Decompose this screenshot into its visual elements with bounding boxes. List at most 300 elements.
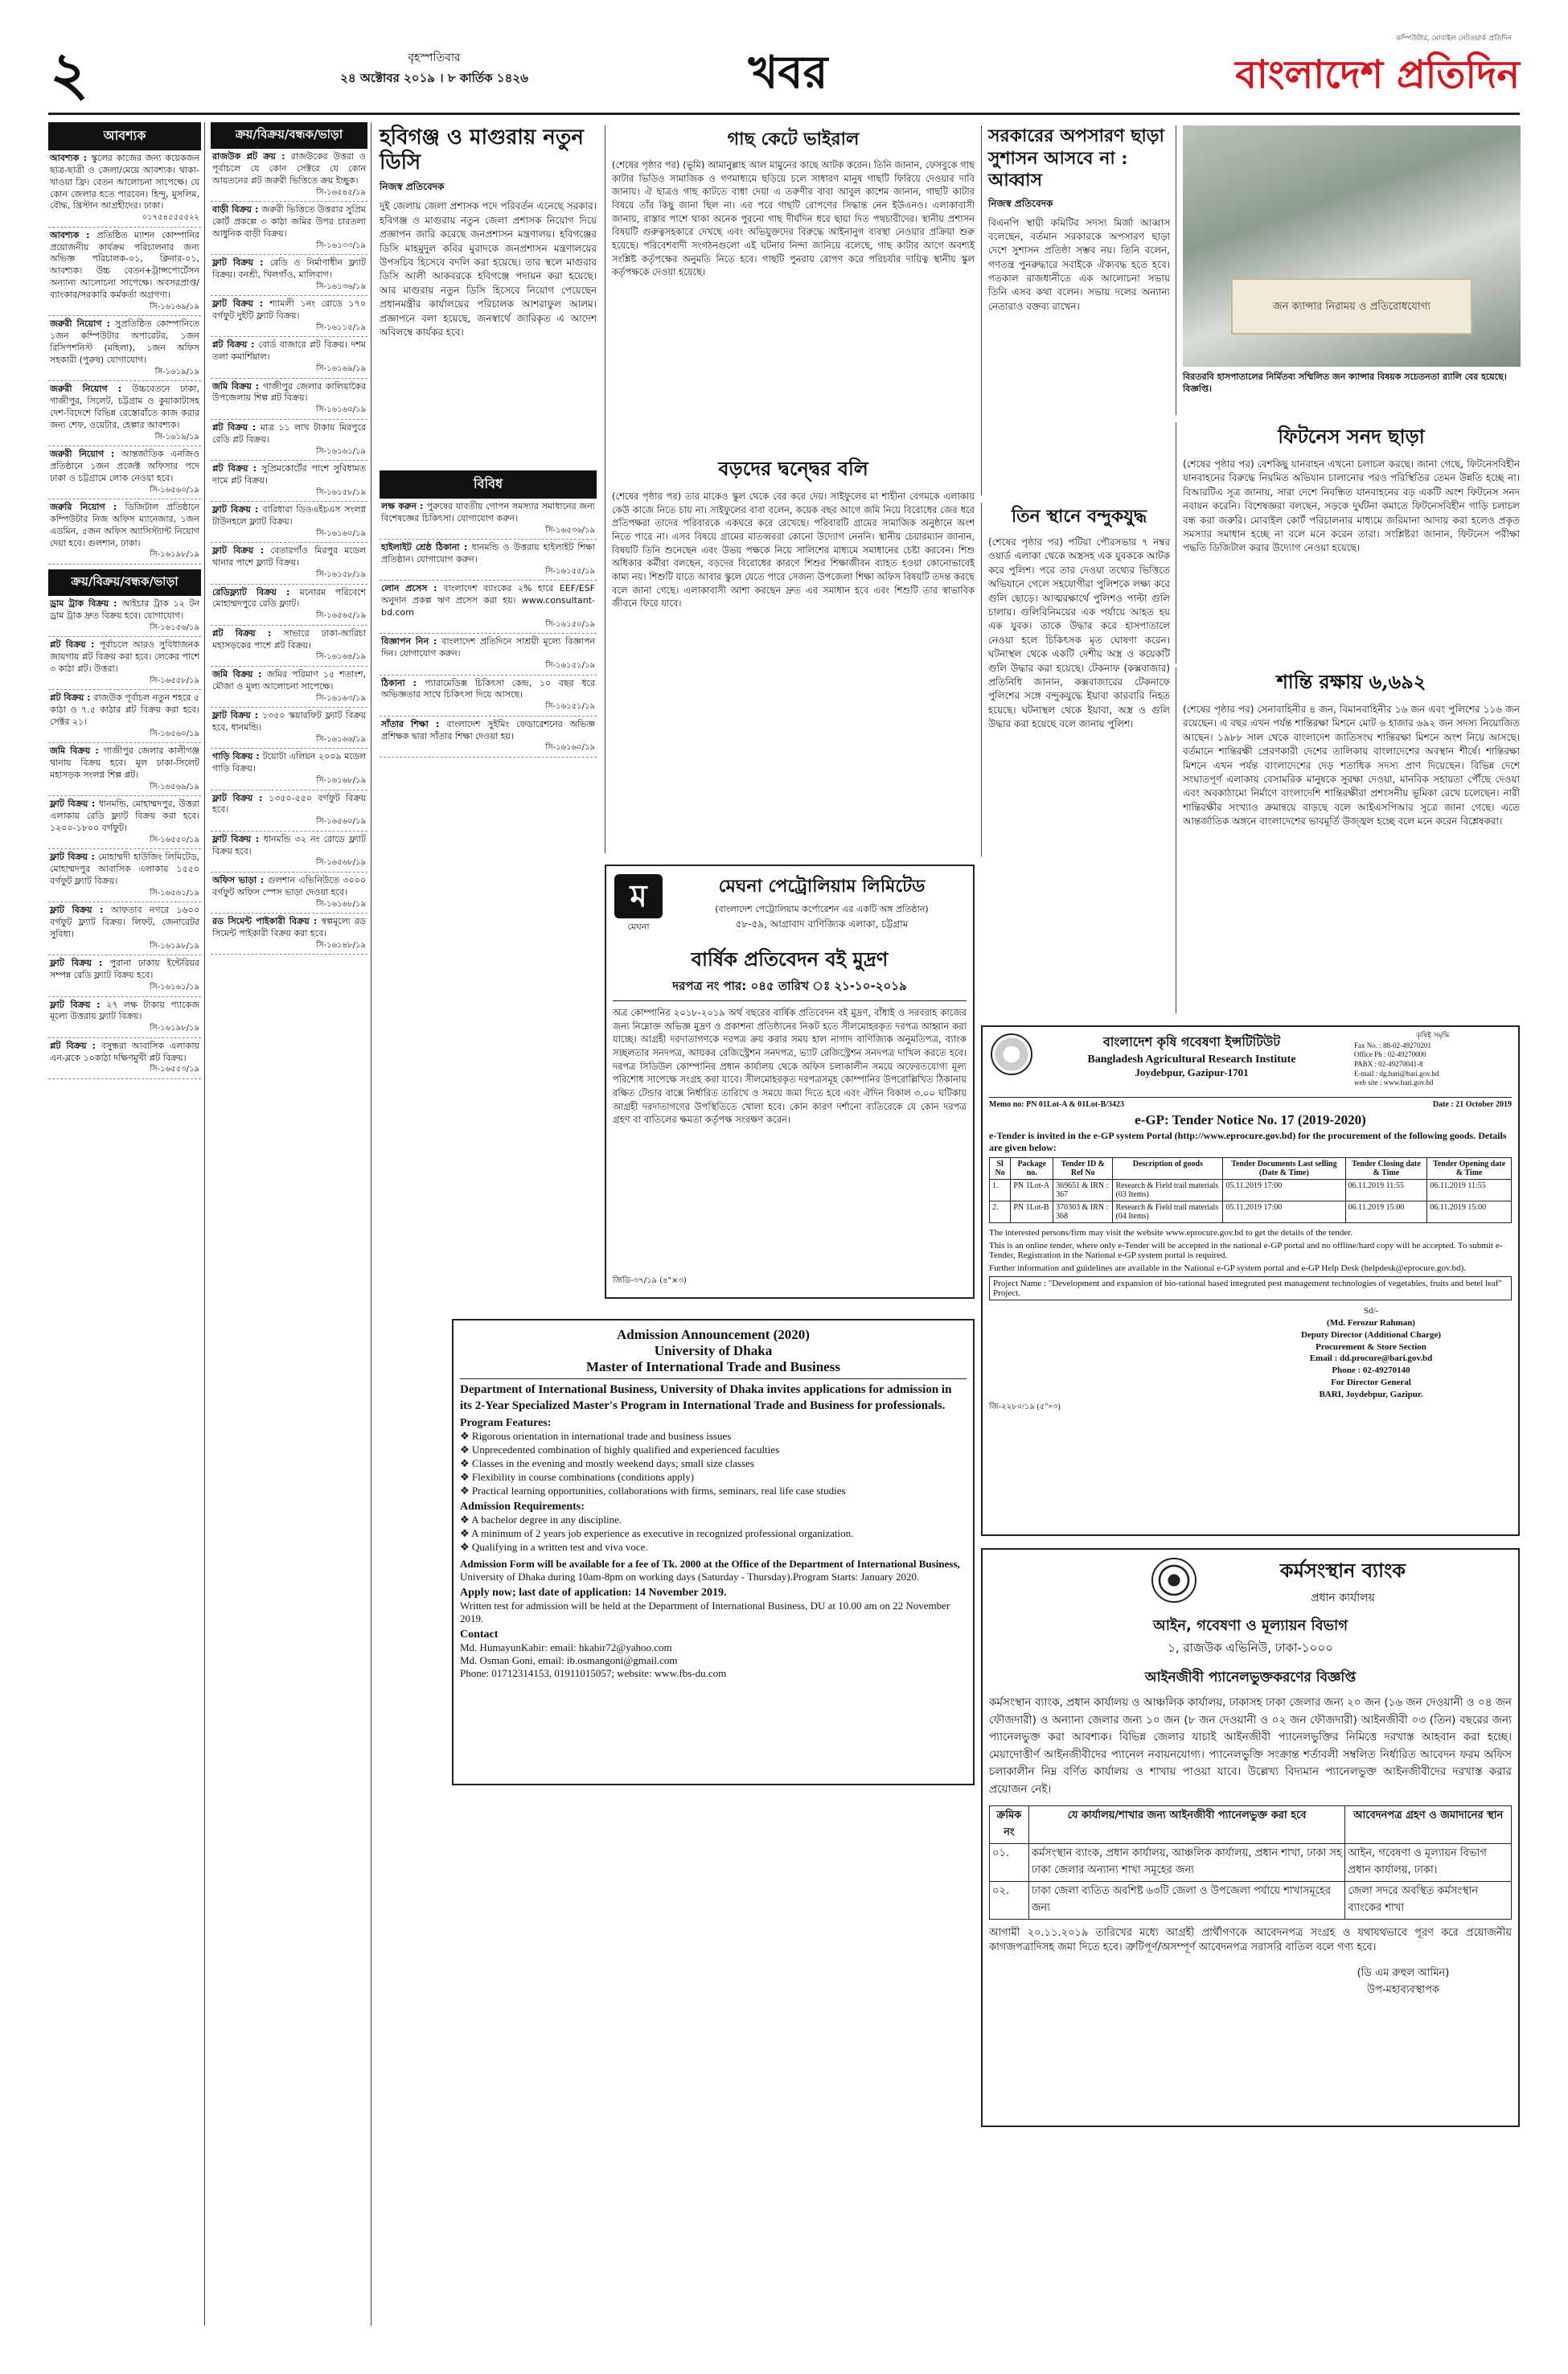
classified-item — [211, 585, 367, 626]
classified-item — [48, 150, 201, 228]
article-virus-body: (শেষের পৃষ্ঠার পর) (ভূমি) আমানুল্লাহ আল মামুনের কাছে আটক করেন। তিনি জানান, ফেসবুকে গাছ কাটার ভিডিও সামাজিক ও গণমাধ্যমে ছড়িয়ে চলে সাধারণ মানুষ গাছটি ফিরিয়ে দেওয়ার দাবি জানায়। ঐ ছাত্রও গাছ কাটতে বাধা দেয়া এ তরুণীর বাবা আবুল কাশেম জানান, গাছটি কাটার বিষয়ে তাঁর কিছু জানা ছিল না। এর পরে গাছটি রোপণের সিদ্ধান্ত নেন ইউএনও। এলাকাবাসী জানায়, রাস্তার পাশে থাকা অনেক পুরনো গাছ দীর্ঘদিন ধরে ছায়া দিত পথচারীদের। স্থানীয় প্রশাসন বিষয়টি গুরুত্বসহকারে দেখছে এবং অভিযুক্তদের বিরুদ্ধে আইনানুগ ব্যবস্থা নেওয়ার প্রক্রিয়া শুরু হয়েছে। পরিবেশবাদী সংগঠনগুলো এই ঘটনার নিন্দা জানিয়ে বলেছে, গাছ কাটার আগে অবশ্যই সংশ্লিষ্ট কর্তৃপক্ষের অনুমতি নিতে হবে। গাছটি পুনরায় রোপণ করে পরিচর্যার দায়িত্ব স্থানীয় স্কুল কর্তৃপক্ষকে দেওয়া হয়েছে। — [612, 159, 975, 278]
bari-p3: Further information and guidelines are available in the National e-GP system portal and e-GP Help Desk (helpdesk@eprocure.gov.bd). — [989, 1263, 1466, 1273]
classified-item — [48, 849, 201, 902]
classified-item-title: জরুরী নিয়োগ : — [50, 384, 133, 395]
karma-foot: আগামী ২০.১১.২০১৯ তারিখের মধ্যে আগ্রহী প্রার্থীগণকে আবেদনপত্র সংগ্রহ ও যথাযথভাবে পূরণ করে প্রয়োজনীয় কাগজপত্রাদিসহ জমা দিতে হবে। ত্রুটিপূর্ণ/অসম্পূর্ণ আবেদনপত্র সরাসরি বাতিল বলে গণ্য হবে। — [989, 1926, 1512, 1954]
classified-item-title: সাঁতার শিক্ষা : — [381, 718, 447, 729]
article-governance-byline: নিজস্ব প্রতিবেদক — [988, 197, 1053, 209]
classified-item-ref: সি-১৬৫৫৩/১৯ — [150, 1065, 199, 1074]
page-number: ২ — [50, 39, 89, 109]
bari-sign-1: (Md. Ferozur Rahman) — [1327, 1317, 1415, 1328]
bari-table-col-header: Tender Documents Last selling (Date & Time) — [1223, 1158, 1345, 1180]
karma-title: আইনজীবী প্যানেলভুক্তকরণের বিজ্ঞপ্তি — [1144, 1670, 1357, 1686]
classified-item-title: রড সিমেন্ট পাইকারী বিক্রয় : — [212, 916, 322, 927]
classified-item-title: বিজ্ঞাপন নিন : — [381, 636, 442, 647]
bari-tender-table — [989, 1157, 1512, 1223]
classified-item-text: ১৩৫০ স্কয়ারফিট ফ্ল্যাট বিক্রয় হবে, ধানমন্ডি। — [212, 710, 366, 733]
bari-signature — [1230, 1305, 1512, 1401]
classified-item — [211, 667, 367, 708]
classified-item-ref: সি-১৬৫৬৯/১৯ — [150, 782, 199, 791]
classified-list-property — [211, 149, 367, 955]
classified-item-text: ডিজিটাল প্রতিষ্ঠানে কম্পিউটার নিজ অফিস ম্যানেজার, ১জন এডমিন, ৫জন অফিস অ্যাসিস্ট্যান্ট নিয়োগ দেয়া হবে। গুলশান, ঢাকা। — [50, 502, 199, 548]
meghna-code: জিডি-৩৭/১৯ (৪"×৩) — [613, 1276, 687, 1285]
karma-table-cell: আইন, গবেষণা ও মূল্যায়ন বিভাগ প্রধান কার্যালয়, ঢাকা। — [1345, 1843, 1512, 1881]
classified-item-title: ফ্লাট বিক্রয় : — [50, 999, 107, 1010]
bari-table-cell: 06.11.2019 11:55 — [1427, 1180, 1512, 1201]
classified-item — [48, 997, 201, 1038]
karma-signature — [1295, 1965, 1512, 1999]
article-arrest-headline: তিন স্থানে বন্দুকযুদ্ধ — [1011, 506, 1147, 527]
meghna-logo-mark: ম — [614, 874, 663, 918]
du-features-list — [460, 1430, 967, 1497]
classified-item-title: প্লট বিক্রয় : — [212, 627, 284, 639]
du-contact-label: Contact — [460, 1629, 499, 1641]
classified-item-title: প্লট বিক্রয় : — [50, 1040, 101, 1051]
classified-item-title: জরুরী নিয়োগ : — [50, 449, 122, 460]
classified-item — [48, 743, 201, 796]
classified-item — [211, 832, 367, 873]
du-form-text: University of Dhaka during 10am-8pm on working days (Saturday - Thursday).Program Starts: January 2020. — [460, 1571, 920, 1583]
meghna-address: ৫৮-৫৯, আগ্রাবাদ বাণিজ্যিক এলাকা, চট্টগ্রাম — [735, 918, 909, 930]
karma-table-col-header: যে কার্যালয়/শাখার জন্য আইনজীবী প্যানেলভুক্ত করা হবে — [1028, 1805, 1345, 1843]
du-phone: Phone: 01712314153, 01911015057; website: www.fbs-du.com — [460, 1667, 727, 1680]
classified-item — [211, 337, 367, 378]
bibidh-section — [380, 470, 597, 840]
bari-table-cell: 05.11.2019 17:00 — [1223, 1201, 1345, 1223]
classified-item-ref: সি-১৬৫৬৮/১৯ — [316, 858, 366, 868]
du-deadline: Apply now; last date of application: 14 November 2019. — [460, 1587, 727, 1600]
classified-item-title: আবশ্যক : — [50, 229, 97, 240]
classified-item-text: বাংলাদেশ সুইমিং ফেডারেশনের অভিজ্ঞ প্রশিক্ষক দ্বারা সাঁতার শিক্ষা দেওয়া হয়। — [381, 718, 595, 741]
karma-table-cell: ০১. — [990, 1843, 1029, 1881]
classified-item-title: আবশ্যক : — [50, 153, 92, 163]
bari-notice-title: e-GP: Tender Notice No. 17 (2019-2020) — [1135, 1112, 1366, 1127]
meghna-sub: (বাংলাদেশ পেট্রোলিয়াম কর্পোরেশন এর একটি অঙ্গ প্রতিষ্ঠান) — [715, 904, 929, 914]
article-virus-headline-2: বড়দের দ্বন্দ্বের বলি — [718, 457, 868, 480]
classified-item — [211, 202, 367, 255]
classified-item — [380, 634, 597, 675]
bari-sign-5: Phone : 02-49270140 — [1332, 1366, 1410, 1376]
classified-item-title: ফ্লাট বিক্রয় : — [212, 545, 271, 557]
classified-item-title: জমি বিক্রয় : — [50, 745, 104, 757]
classified-item-text: বাংলাদেশ ব্যাংকের ২% হারে EEF/ESF অনুদান প্রকল্প ঋণ প্রসেস করা হয়। www.consultant-bd.com — [381, 583, 596, 618]
bari-email: E-mail : dg.bari@bari.gov.bd — [1354, 1069, 1439, 1078]
du-feature-item: ❖ Unprecedented combination of highly qualified and experienced faculties — [460, 1443, 780, 1456]
classified-item-title: রাজউক প্লট ক্রয় : — [212, 151, 291, 162]
du-req-list — [460, 1514, 967, 1555]
classified-item-ref: সি-১৬৫৫০/১৯ — [150, 835, 199, 844]
article-dc-byline: নিজস্ব প্রতিবেদক — [380, 181, 445, 193]
classified-item-title: ফ্লাট বিক্রয় : — [50, 852, 99, 863]
classified-item-title: ফ্লাট বিক্রয় : — [212, 298, 270, 310]
bari-table-cell: 2. — [990, 1201, 1011, 1223]
classified-item-text: ধানমন্ডি ৩২ নং রোডে ফ্ল্যাট বিক্রয় হবে। — [212, 833, 366, 856]
bibidh-header: বিবিধ — [380, 470, 597, 499]
masthead-day: বৃহস্পতিবার — [408, 51, 461, 64]
bari-table-cell: 369651 & IRN : 367 — [1053, 1180, 1113, 1201]
karma-table-cell: ঢাকা জেলা ব্যতিত অবশিষ্ট ৬৩টি জেলা ও উপজেলা পর্যায়ে শাখাসমূহের জন্য — [1028, 1881, 1345, 1919]
article-arrest — [981, 503, 1170, 856]
classified-item-text: প্যারামেডিক্স চিকিৎসা কেন্দ্র, ১০ বছর ধরে অভিজ্ঞতার সাথে চিকিৎসা দিয়ে আসছে। — [381, 677, 595, 700]
karma-dept: আইন, গবেষণা ও মূল্যায়ন বিভাগ — [1152, 1617, 1348, 1634]
classified-item-title: ফ্লাট বিক্রয় : — [50, 958, 110, 969]
classified-item-text: টয়োটা এলিয়ন ২০০৯ মডেল গাড়ি বিক্রয়। — [212, 751, 366, 774]
classified-item — [48, 637, 201, 690]
classified-item — [48, 446, 201, 499]
karma-table-cell: জেলা সদরে অবস্থিত কর্মসংস্থান ব্যাংকের শাখা — [1345, 1881, 1512, 1919]
classified-item-title: জমি বিক্রয় : — [212, 380, 264, 392]
classified-header-jobs: আবশ্যক — [48, 122, 201, 150]
classified-item-text: ২৭ লক্ষ টাকায় প্যাকেজ মূল্যে উত্তরায় ফ্ল্যাট বিক্রয়। — [50, 999, 199, 1022]
karma-name: কর্মসংস্থান ব্যাংক — [1279, 1559, 1406, 1582]
bari-name-en: Bangladesh Agricultural Research Institute — [1087, 1054, 1296, 1066]
du-feature-item: ❖ Classes in the evening and mostly weekend days; small size classes — [460, 1456, 754, 1469]
classified-item — [211, 149, 367, 202]
classified-item-text: বোর্ড বাজারে প্লট বিক্রয়। দশম তলা কমার্শিয়াল। — [212, 339, 367, 363]
article-arrest-body: (শেষের পৃষ্ঠার পর) পটিয়া পৌরসভার ৭ নম্বর ওয়ার্ড এলাকা থেকে অস্ত্রসহ এক যুবককে আটক করে পুলিশ। পরে তার দেওয়া তথ্যের ভিত্তিতে অভিযানে গেলে সহযোগীরা পুলিশকে লক্ষ্য করে গুলি ছোড়ে। আত্মরক্ষার্থে পুলিশও পাল্টা গুলি চালায়। গুলিবিনিময়ের এক পর্যায়ে আহত হয় এক যুবক। তাকে উদ্ধার করে হাসপাতালে নেওয়া হলে চিকিৎসক মৃত ঘোষণা করেন। ঘটনাস্থল থেকে একটি দেশীয় অস্ত্র ও কয়েকটি গুলি উদ্ধার করা হয়েছে। টেকনাফ (কক্সবাজার) প্রতিনিধি জানান, কক্সবাজারের টেকনাফে পুলিশের সঙ্গে বন্দুকযুদ্ধে ইয়াবা কারবারি নিহত হয়েছে। ঘটনাস্থল থেকে ইয়াবা, অস্ত্র ও গুলি উদ্ধার করা হয়েছে বলে জানায় পুলিশ। — [988, 536, 1170, 730]
bari-intro: e-Tender is invited in the e-GP system Portal (http://www.eprocure.gov.bd) for the procurement of the following goods. Details are given below: — [989, 1130, 1507, 1153]
classified-item-text: বারিধারা ডিওএইচএস সংলগ্ন টাউনহলে ফ্ল্যাট বিক্রয়। — [212, 504, 366, 528]
classified-item — [211, 791, 367, 832]
brand-logo: বাংলাদেশ প্রতিদিন — [1235, 52, 1520, 97]
bari-name-bn: বাংলাদেশ কৃষি গবেষণা ইন্সটিটিউট — [1102, 1034, 1281, 1049]
bari-sign-3: Procurement & Store Section — [1316, 1341, 1426, 1352]
classified-item — [48, 381, 201, 446]
classified-item — [211, 379, 367, 420]
du-lead: Department of International Business, University of Dhaka invites applications for admission in its 2-Year Specialized Master's Program in International Trade and Business for professionals. — [460, 1383, 952, 1412]
classified-item-ref: সি-১৬১৪৮/১৯ — [316, 940, 366, 950]
classified-item-text: গাজীপুর জেলার কালীগঞ্জ থানায় বিক্রয় হবে। মূল ঢাকা-সিলেট মহাসড়ক সংলগ্ন শিল্প প্লট। — [50, 745, 199, 780]
classified-item-title: প্লট বিক্রয় : — [212, 463, 262, 474]
classified-item-ref: সি-১৬১৬১/১৯ — [316, 446, 366, 456]
classified-item — [211, 461, 367, 502]
bari-table-cell: Research & Field trail materials (03 Items) — [1113, 1180, 1223, 1201]
karma-sign-2: উপ-মহাব্যবস্থাপক — [1367, 1984, 1439, 1997]
classified-item — [380, 499, 597, 540]
bari-table-cell: 06.11.2019 15:00 — [1345, 1201, 1427, 1223]
meghna-logo-text: মেঘনা — [627, 922, 650, 932]
classified-item — [48, 499, 201, 565]
bari-table-col-header: Tender Closing date & Time — [1345, 1158, 1427, 1180]
rally-photo — [1183, 125, 1521, 367]
du-title-2: University of Dhaka — [654, 1343, 773, 1358]
classified-item-ref: সি-১৬১৯/১৯ — [154, 367, 199, 376]
classified-item-text: পূর্বাচলে আরও সুবিধাজনক জায়গায় প্লট বিক্রয় করা হবে। লেকের পাশে ৩ কাঠা প্লট। উত্তরা। — [50, 639, 199, 674]
bari-table-col-header: Tender Opening date & Time — [1427, 1158, 1512, 1180]
karmasangsthan-ad — [981, 1548, 1520, 2127]
classified-item-text: স্বল্পমূল্যে রড সিমেন্ট পাইকারী বিক্রয় করা হবে। — [212, 916, 367, 939]
bari-table-row — [990, 1180, 1512, 1201]
classified-item-text: ধানমন্ডি, মোহাম্মদপুর, উত্তরা এলাকায় রেডি ফ্ল্যাট বিক্রয় করা হবে। ১২০০-১৮০০ বর্গফুট। — [50, 799, 199, 833]
classified-item — [48, 796, 201, 849]
bari-sign-4: Email : dd.procure@bari.gov.bd — [1309, 1353, 1433, 1364]
article-peace-body: (শেষের পৃষ্ঠার পর) সেনাবাহিনীর ৪ জন, বিমানবাহিনীর ১৬ জন এবং পুলিশের ১১৬ জন রয়েছেন। এ বছর এখন পর্যন্ত শান্তিরক্ষা মিশনে মোট ৬ হাজার ৬৯২ জন সদস্য নিয়োজিত আছেন। ১৯৮৮ সাল থেকে বাংলাদেশ জাতিসংঘ শান্তিরক্ষা মিশনে অংশ নিয়ে আসছে। বর্তমানে শান্তিরক্ষী প্রেরণকারী দেশের তালিকায় বাংলাদেশের অবস্থান শীর্ষে। শান্তিরক্ষা মিশনে এখন পর্যন্ত বাংলাদেশের দেড় শতাধিক সদস্য প্রাণ দিয়েছেন। বিভিন্ন দেশে সংঘাতপূর্ণ এলাকায় বেসামরিক মানুষকে সুরক্ষা দেওয়া, মানবিক সহায়তা পৌঁছে দেওয়া এবং অবকাঠামো নির্মাণে বাংলাদেশি শান্তিরক্ষীরা প্রশংসনীয় ভূমিকা রেখে চলেছেন। নারী শান্তিরক্ষীর সংখ্যাও ক্রমান্বয়ে বাড়ছে বলে আইএসপিআর সূত্রে জানা গেছে। এতে আন্তর্জাতিক অঙ্গনে বাংলাদেশের ভাবমূর্তি উজ্জ্বল হচ্ছে বলে মনে করেন বিশ্লেষকরা। — [1183, 704, 1520, 828]
bari-table-cell: PN 1Lot-B — [1011, 1201, 1053, 1223]
classified-item-text: আফতাব নগরে ১৬০০ বর্গফুট ফ্ল্যাট বিক্রয়। লিফট, জেনারেটর সুবিধা। — [50, 905, 199, 939]
classified-item-ref: সি-১৬১৬৪/১৯ — [316, 652, 366, 662]
rally-banner-text: জন ক্যান্সার নিরাময় ও প্রতিরোধযোগ্য — [1273, 301, 1430, 313]
masthead-rule — [48, 113, 1520, 115]
du-contact-2: Md. Osman Goni, email: ib.osmangoni@gmail.com — [460, 1654, 678, 1667]
classified-item-ref: সি-১৬১৫০/১৯ — [545, 619, 595, 629]
bari-table-cell: 05.11.2019 17:00 — [1223, 1180, 1345, 1201]
du-admission-ad — [452, 1319, 975, 1785]
classified-item-text: রাজউকের উত্তরা ও পূর্বাচলে যে কোন সেক্টরে যে কোন আয়তনের প্লট জরুরী ভিত্তিতে ক্রয় ইচ্ছুক। — [212, 151, 366, 186]
meghna-ref: দরপত্র নং পার: ০৪৫ তারিখ ঃ ২১-১০-২০১৯ — [613, 977, 967, 1001]
classified-item-ref: সি-১৬১৯৮/১৯ — [150, 1024, 199, 1033]
du-contact-1: Md. HumayunKabir: email: hkabir72@yahoo.com — [460, 1641, 672, 1654]
masthead — [0, 0, 1568, 121]
bari-table-col-header: Tender ID & Ref No — [1053, 1158, 1113, 1180]
classified-column-2 — [211, 122, 371, 2326]
classified-item — [48, 955, 201, 996]
classified-item-ref: সি-১৬৫৩৬/১৯ — [545, 525, 595, 535]
meghna-logo — [614, 874, 671, 939]
article-peace-headline: শান্তি রক্ষায় ৬,৬৯২ — [1276, 670, 1426, 693]
classified-item — [380, 540, 597, 581]
classified-item-ref: সি-১৬১৫১/১৯ — [545, 702, 595, 712]
classified-item-title: রেডিফ্ল্যাট বিক্রয় : — [212, 586, 300, 598]
classified-item-title: ফ্লাট বিক্রয় : — [212, 504, 263, 515]
classified-item — [211, 543, 367, 584]
bari-table-col-header: Description of goods — [1113, 1158, 1223, 1180]
classified-item — [48, 316, 201, 381]
classified-item-ref: সি-১৬৫৬৫/১৯ — [316, 611, 366, 621]
classified-item-text: ১৩৫০-৫৫০ বর্গফুট বিক্রয় হবে। — [212, 792, 366, 815]
meghna-body: অত্র কোম্পানির ২০১৮-২০১৯ অর্থ বছরের বার্ষিক প্রতিবেদন বই মুদ্রণ, বাঁধাই ও সরবরাহ কাজের জন্য নিম্নোক্ত অভিজ্ঞ মুদ্রণ ও প্রকাশনা প্রতিষ্ঠানের নিকট হতে সীলমোহরকৃত দরপত্র আহ্বান করা যাচ্ছে। আগ্রহী দরদাতাগণকে দরপত্র ক্রয় করার সময় হাল নাগাদ বাণিজ্যিক অনুমতিপত্র, ব্যাংক সচ্ছলতার সনদপত্র, আয়কর রেজিস্ট্রেশন সনদপত্র, ভ্যাট রেজিস্ট্রেশন সনদপত্র দাখিল করতে হবে। দরপত্র সিডিউল কোম্পানির প্রধান কার্যালয় থেকে অফিস চলাকালীন সময়ে অফেরতযোগ্য মূল্য পরিশোধ সাপেক্ষে সংগ্রহ করা যাবে। সীলমোহরকৃত দরপত্রসমূহ কোম্পানির উপরোল্লিখিত ঠিকানায় রক্ষিত টেন্ডার বাক্সে নির্ধারিত তারিখে ও সময়ে জমা দিতে হবে এবং ঐদিন বিকাল ৩.০০ ঘটিকায় আগ্রহী দরদাতাগণের উপস্থিতিতে খোলা হবে। কোন কারণ দর্শানো ব্যতিরেকে যে কোন দরপত্র গ্রহণ বা বাতিলের ক্ষমতা কর্তৃপক্ষ সংরক্ষণ করেন। — [613, 1007, 967, 1126]
bari-table-row — [990, 1201, 1512, 1223]
classified-item-text: বাংলাদেশ প্রতিদিনে সাশ্রয়ী মূল্যে বিজ্ঞাপন দিন। যোগাযোগ করুন। — [381, 636, 595, 659]
du-req-item: ❖ Qualifying in a written test and viva voce. — [460, 1541, 648, 1554]
classified-item-text: শ্যামলী ১নং রোডে ১৭০ বর্গফুট দুইটি ফ্ল্যাট বিক্রয়। — [212, 298, 366, 322]
classified-item-title: হাইলাইট শ্রেষ্ঠ ঠিকানা : — [381, 542, 472, 553]
meghna-title: বার্ষিক প্রতিবেদন বই মুদ্রণ — [691, 948, 889, 971]
article-governance-body: বিএনপি স্থায়ী কমিটির সদস্য মির্জা আব্বাস বলেছেন, বর্তমান সরকারকে অপসারণ ছাড়া দেশে সুশাসন প্রতিষ্ঠা সম্ভব নয়। তিনি বলেন, গণতন্ত্র পুনরুদ্ধারে সবাইকে ঐক্যবদ্ধ হতে হবে। গতকাল রাজধানীতে এক আলোচনা সভায় তিনি এসব কথা বলেন। সভায় দলের অন্যান্য নেতারাও বক্তব্য রাখেন। — [988, 216, 1170, 312]
classified-item-ref: সি-১৬১৩৬/১৯ — [316, 281, 366, 291]
classified-item-title: লোন প্রসেস : — [381, 583, 444, 594]
bari-table-cell: PN 1Lot-A — [1011, 1180, 1053, 1201]
karma-logo-icon — [1151, 1558, 1197, 1603]
brand-tag: কম্পিউটার, মোবাইল নেটওয়ার্ক প্রতিদিন — [1396, 35, 1512, 43]
classified-item — [211, 626, 367, 667]
bari-web: web site : www.bari.gov.bd — [1354, 1078, 1434, 1087]
bari-memo: Memo no: PN 01Lot-A & 01Lot-B/3423 — [989, 1100, 1125, 1109]
article-dc — [380, 125, 597, 463]
classified-item-title: জরুরী নিয়োগ : — [50, 318, 116, 330]
classified-item-text: আন্তর্জাতিক এনজিও প্রতিষ্ঠানে ১জন প্রজেক্ট অফিসার পদে ঢাকা ও চট্টগ্রামে লোক নেওয়া হবে। — [50, 449, 199, 483]
classified-item — [211, 708, 367, 749]
bari-sign-6: For Director General — [1331, 1378, 1411, 1388]
classified-item — [48, 1038, 201, 1079]
classified-item-title: প্লট বিক্রয় : — [50, 639, 100, 651]
bari-table-cell: 370303 & IRN : 368 — [1053, 1201, 1113, 1223]
classified-list-jobs — [48, 150, 201, 565]
classified-item-ref: সি-১৬১৬৮/১৯ — [316, 899, 366, 909]
classified-item-title: প্লট বিক্রয় : — [50, 692, 94, 704]
du-title-3: Master of International Trade and Business — [460, 1359, 967, 1379]
section-title: খবর — [748, 46, 828, 99]
article-dc-body: দুই জেলায় জেলা প্রশাসক পদে পরিবর্তন এনেছে সরকার। হবিগঞ্জ ও মাগুরায় নতুন জেলা প্রশাসক নিয়োগ দিয়ে প্রজ্ঞাপন জারি করেছে জনপ্রশাসন মন্ত্রণালয়। হবিগঞ্জের ডিসি মাহমুদুল কবির মুরাদকে জনপ্রশাসন মন্ত্রণালয়ের উপসচিব হিসেবে বদলি করা হয়েছে। তার স্থলে মাগুরার ডিসি আলী আকবরকে হবিগঞ্জে পদায়ন করা হয়েছে। আর মাগুরায় নতুন ডিসি হিসেবে নিয়োগ পেয়েছেন প্রধানমন্ত্রীর কার্যালয়ের পরিচালক আশরাফুল আলম। প্রজ্ঞাপনে বলা হয়েছে, জনস্বার্থে জারিকৃত এ আদেশ অবিলম্বে কার্যকর হবে। — [380, 200, 597, 338]
classified-item-ref: সি-১৬১৯৮/১৯ — [150, 941, 199, 951]
karma-office: প্রধান কার্যালয় — [1311, 1592, 1375, 1604]
classified-item-title: বাড়ী বিক্রয় : — [212, 204, 262, 216]
classified-item-title: প্লট বিক্রয় : — [212, 421, 261, 433]
bari-contact-head: কৃষিই সমৃদ্ধি — [1416, 1032, 1450, 1040]
bari-sd: Sd/- — [1363, 1306, 1379, 1316]
classified-item-title: ফ্লাট বিক্রয় : — [212, 257, 270, 269]
classified-item-ref: সি-১৬১৬৯/১৯ — [316, 364, 366, 374]
du-req-label: Admission Requirements: — [460, 1501, 585, 1514]
du-title-1: Admission Announcement (2020) — [617, 1327, 810, 1342]
du-test: Written test for admission will be held at the Department of International Business, DU at 10.00 am on 22 November 2019. — [460, 1600, 950, 1625]
du-feature-item: ❖ Rigorous orientation in international trade and business issues — [460, 1430, 732, 1442]
classified-item-ref: সি-১৬১১৫/১৯ — [316, 322, 366, 332]
karma-table-col-header: আবেদনপত্র গ্রহণ ও জমাদানের স্থান — [1345, 1805, 1512, 1843]
classified-item-title: অফিস ভাড়া : — [212, 874, 268, 885]
classified-item-text: রেডি ও নির্মাণাধীন ফ্ল্যাট বিক্রয়। বনশ্রী, খিলগাঁও, মালিবাগ। — [212, 257, 366, 280]
news-photo — [1176, 125, 1520, 415]
meghna-company: মেঘনা পেট্রোলিয়াম লিমিটেড — [718, 877, 926, 897]
classified-item-ref: সি-১৬১৯/১৯ — [154, 432, 199, 442]
classified-item — [48, 902, 201, 955]
classified-item-ref: সি-১৬১৫৮/১৯ — [316, 487, 366, 497]
classified-item-title: ফ্লাট বিক্রয় : — [212, 710, 262, 721]
karma-table-cell: ০২. — [990, 1881, 1029, 1919]
article-governance — [981, 125, 1170, 495]
classified-item-text: গাজীপুর জেলার কালিয়াকৈর উপজেলায় শিল্প প্লট বিক্রয়। — [212, 380, 366, 404]
classified-item-title: ঠিকানা : — [381, 677, 425, 688]
bari-sign-2: Deputy Director (Additional Charge) — [1300, 1329, 1442, 1340]
classified-item — [48, 690, 201, 743]
classified-item-ref: সি-১৬৫৬১/১৯ — [150, 888, 199, 897]
classified-item-ref: সি-১৬৫৬০/১৯ — [150, 485, 199, 495]
classified-item-text: মাত্র ১১ লাখ টাকায় মিরপুরে রেডি প্লট বিক্রয়। — [212, 421, 366, 445]
bari-table-col-header: Package no. — [1011, 1158, 1053, 1180]
du-feature-item: ❖ Flexibility in course combinations (conditions apply) — [460, 1470, 695, 1483]
classified-item-title: লক্ষ করুন : — [381, 501, 427, 511]
classified-item-ref: সি-১৬১৬০/১৯ — [316, 405, 366, 415]
classified-item-text: সাভারে ঢাকা-আরিচা মহাসড়কের পাশে প্লট বিক্রয়। — [212, 627, 366, 651]
classified-item-ref: সি-১৬১৫৬/১৯ — [150, 622, 199, 632]
classified-item-text: পুরুষের যাবতীয় গোপন সমস্যার সমাধানের জন্য বিশেষজ্ঞের চিকিৎসা। যোগাযোগ করুন। — [381, 501, 595, 524]
classified-item-ref: সি-১৬১৫৮/১৯ — [316, 570, 366, 580]
classified-header-buy-sell: ক্রয়/বিক্রয়/বন্ধক/ভাড়া — [48, 569, 201, 596]
bari-pabx: PABX : 02-49270041-8 — [1354, 1060, 1423, 1069]
article-fitness — [1176, 422, 1520, 663]
article-governance-headline: সরকারের অপসারণ ছাড়া সুশাসন আসবে না : আব্বাস — [988, 125, 1164, 191]
karma-address: ১, রাজউক এভিনিউ, ঢাকা-১০০০ — [1168, 1641, 1333, 1655]
article-fitness-body: (শেষের পৃষ্ঠার পর) বেশকিছু যানবাহন এখনো চলাচল করছে। জানা গেছে, ফিটনেসবিহীন যানবাহনের বিরুদ্ধে নিয়মিত অভিযান চালানোর পরও পরিস্থিতির তেমন উন্নতি হচ্ছে না। বিআরটিএ সূত্র জানায়, সারা দেশে নিবন্ধিত যানবাহনের বড় একটি অংশ ফিটনেস সনদ নবায়ন করেনি। বিশেষজ্ঞরা বলছেন, সড়কে দুর্ঘটনা কমাতে ফিটনেসবিহীন গাড়ি চলাচল বন্ধ করা জরুরি। মোবাইল কোর্ট পরিচালনার মাধ্যমে জরিমানা আদায় করা হলেও প্রকৃত সমস্যার সমাধান হচ্ছে না বলে মনে করেন তারা। সংশ্লিষ্টরা জানান, ফিটনেস পরীক্ষা পদ্ধতি ডিজিটাল করার উদ্যোগ নেওয়া হয়েছে। — [1183, 458, 1520, 554]
bari-date: Date : 21 October 2019 — [1432, 1100, 1512, 1109]
classified-list-buy-sell — [48, 596, 201, 1079]
classified-item-ref: সি-১৬১৬০/১৯ — [316, 528, 366, 538]
karma-table-row — [990, 1881, 1512, 1919]
classified-item-title: ফ্লাট বিক্রয় : — [50, 905, 112, 916]
classified-item-ref: সি-১৬৫৬০/১৯ — [150, 729, 199, 738]
classified-item — [211, 873, 367, 914]
classified-item — [211, 296, 367, 337]
classified-item-title: গাড়ি বিক্রয় : — [212, 751, 263, 762]
classified-item-text: রাজউক পূর্বাচল নতুন শহরে ৫ কাঠা ও ৭.৫ কাঠার প্লট বিক্রয় করা হবে। সেক্টর ২১। — [50, 692, 200, 727]
bari-table-cell: 06.11.2019 11:55 — [1345, 1180, 1427, 1201]
bari-logo-icon — [991, 1033, 1032, 1075]
classified-item — [211, 420, 367, 461]
article-fitness-headline: ফিটনেস সনদ ছাড়া — [1278, 425, 1425, 448]
classified-item-ref: সি-১৬৫৬০/১৯ — [316, 817, 366, 827]
karma-table-col-header: ক্রমিক নং — [990, 1805, 1029, 1843]
classified-item-title: প্লট বিক্রয় : — [212, 339, 259, 351]
classified-item-text: সুপ্রিমকোর্টের পাশে সুবিধামত দামে প্লট বিক্রয়। — [212, 463, 366, 486]
bari-address: Joydebpur, Gazipur-1701 — [1135, 1066, 1249, 1078]
classified-item-text: ধানমন্ডি ও উত্তরায় হাইলাইট শিক্ষা প্রতিষ্ঠান। যোগাযোগ করুন। — [381, 542, 595, 565]
classified-item-text: পুরানা ঢাকায় ইন্টেরিয়র সম্পন্ন রেডি ফ্ল্যাট বিক্রয় হবে। — [50, 958, 199, 981]
article-virus-headline: গাছ কেটে ভাইরাল — [727, 129, 860, 150]
bari-p2: This is an online tender, where only e-Tender will be accepted in the national e-GP portal and no offline/hard copy will be accepted. To submit e-Tender, Registration in the National e-GP system portal is required. — [989, 1241, 1503, 1260]
karma-sign-1: (ডি এম রুহুল আমিন) — [1357, 1967, 1450, 1980]
classified-item-title: জমি বিক্রয় : — [212, 668, 267, 680]
bari-table-cell: Research & Field trail materials (04 Items) — [1113, 1201, 1223, 1223]
classified-item-ref: সি-১৬১৬১/১৯ — [150, 983, 199, 992]
classified-item-text: মনোরম পরিবেশে মোহাম্মদপুরে রেডি ফ্ল্যাট। — [212, 586, 366, 610]
classified-item-ref: সি-১৬১৬৮/১৯ — [316, 776, 366, 785]
classified-item-text: উচ্চবেতনে ঢাকা, গাজীপুর, সিলেট, চট্টগ্রাম ও কুয়াকাটাসহ দেশ-বিদেশে বিভিন্ন রেস্তোরাঁতে কাজ করার জন্য শেফ, ওয়েটার, হেল্পার আবশ্যক। — [50, 384, 199, 430]
classified-item-text: আইচার ট্রাক ১২ টন ড্রাম ট্রাক দ্রুত বিক্রয় হবে। যোগাযোগ। — [50, 598, 200, 621]
classified-item-title: ড্রাম ট্রাক বিক্রয় : — [50, 598, 122, 609]
classified-item — [380, 717, 597, 758]
bari-p4: Project Name : "Development and expansion of bio-rational based integrated pest management technologies of vegetables, fruits and betel leaf" Project. — [989, 1276, 1512, 1300]
du-form-label: Admission Form will be available for a fee of Tk. 2000 at the Office of the Department of International Business, — [460, 1558, 960, 1571]
classified-item-text: বেতারগাঁও মিরপুর মডেল থানার পাশে ফ্ল্যাট বিক্রয়। — [212, 545, 366, 569]
bari-contact-box — [1354, 1032, 1512, 1088]
classified-item-ref: সি-১৬৫৪৫/১৯ — [316, 187, 366, 197]
classified-item-ref: সি-১৬১৫১/১৯ — [545, 661, 595, 671]
classified-item-ref: সি-১৬১৫৫/১৯ — [545, 566, 595, 576]
bari-table-col-header: Sl No — [990, 1158, 1011, 1180]
classified-item-title: ফ্লাট বিক্রয় : — [212, 833, 264, 844]
classified-item-text: মোহাম্মদী হাউজিং লিমিটেড, মোহাম্মদপুর আবাসিক এলাকায় ১৫৫০ বর্গফুট ফ্ল্যাট বিক্রয়। — [50, 852, 199, 886]
bari-fax: Fax No. : 88-02-49270201 — [1354, 1041, 1431, 1049]
article-dc-headline: হবিগঞ্জ ও মাগুরায় নতুন ডিসি — [380, 125, 584, 175]
du-feature-item: ❖ Practical learning opportunities, collaborations with firms, seminars, real life case studies — [460, 1484, 846, 1497]
meghna-tender-ad — [605, 865, 975, 1299]
photo-credit: বিরতরবি হাসপাতালের নির্মিতব্য সম্মিলিত জন ক্যান্সার বিষয়ক সচেতনতা র‍্যালি বের হয়েছে। বিজ্ঞপ্তি। — [1183, 372, 1507, 394]
classified-item-text: সুপ্রতিষ্ঠিত কোম্পানিতে ১জন কম্পিউটার অপারেটর, ১জন রিসিপশনিস্ট (মহিলা), ১জন অফিস সহকারী (পুরুষ) যোগাযোগ। — [50, 318, 199, 365]
classified-item-ref: সি-১৬১৬৩/১৯ — [316, 693, 366, 703]
classified-item-ref: সি-১৬১৬৯/১৯ — [150, 302, 199, 311]
classified-item-title: জরুরি নিয়োগ : — [50, 502, 125, 513]
rally-banner — [1231, 278, 1472, 335]
du-features-label: Program Features: — [460, 1417, 552, 1429]
article-virus — [605, 125, 975, 853]
classified-header-property: ক্রয়/বিক্রয়/বন্ধক/ভাড়া — [211, 122, 367, 149]
bari-sign-7: BARI, Joydebpur, Gazipur. — [1319, 1389, 1423, 1399]
classified-item-text: বসুন্ধরা আবাসিক এলাকায় এন-ব্লকে ১০কাঠা দক্ষিণমুখী প্লট বিক্রয়। — [50, 1040, 199, 1063]
article-peace — [1176, 667, 1520, 1013]
karma-table-row — [990, 1843, 1512, 1881]
classified-item-ref: সি-১৬৫৫৮/১৯ — [150, 676, 199, 685]
article-virus-body-2: (শেষের পৃষ্ঠার পর) তার মাকেও স্কুল থেকে বের করে দেয়। সাইফুলের মা শাহীনা বেগমকে এলাকায় কেউ কাজে নিতে চায় না। সাইফুলের বাবা বলেন, কয়েক বছর আগে জমি নিয়ে বিরোধের জের ধরে প্রতিপক্ষরা তাদের পরিবারকে একঘরে করে রেখেছে। পরিবারটি গ্রামের সামাজিক অনুষ্ঠানে অংশ নিতে পারে না। এসব বিষয়ে গ্রামের মাতব্বররা কোনো উদ্যোগ নেননি। স্থানীয় চেয়ারম্যান জানান, বিষয়টি তিনি শুনেছেন এবং উভয় পক্ষকে নিয়ে সালিশের মাধ্যমে সমাধানের চেষ্টা করবেন। শিশু অধিকার কর্মীরা বলছেন, বড়দের বিরোধের কারণে শিশুর শিক্ষাজীবন ব্যাহত হওয়া কোনোভাবেই কাম্য নয়। শিশুটি যাতে আবার স্কুলে যেতে পারে সেজন্য উপজেলা শিক্ষা অফিস বিষয়টি তদন্ত করছে বলে জানা গেছে। এলাকাবাসী আশা করছেন দ্রুত এর সমাধান হবে এবং শিশুটি তার স্বাভাবিক জীবনে ফিরে যাবে। — [612, 491, 975, 610]
du-req-item: ❖ A minimum of 2 years job experience as executive in recognized professional organization. — [460, 1527, 854, 1540]
karma-body: কর্মসংস্থান ব্যাংক, প্রধান কার্যালয় ও আঞ্চলিক কার্যালয়, ঢাকাসহ ঢাকা জেলার জন্য ২০ জন (১৬ জন দেওয়ানী ও ০৪ জন ফৌজদারী) ও অন্যান্য জেলার জন্য ১০ জন (৮ জন দেওয়ানী ও ০২ জন ফৌজদারী) আইনজীবী ০৩ (তিন) বছরের জন্য প্যানেলভুক্ত করা আবশ্যক। বিভিন্ন জেলার যাচাই আইনজীবী প্যানেলভুক্তির নিমিত্তে দরখাস্ত আহবান করা হচ্ছে। মেয়াদোত্তীর্ণ আইনজীবীদের প্যানেল নবায়নযোগ্য। প্যানেলভুক্তি সংক্রান্ত শর্তাবলী সম্বলিত নির্ধারিত আবেদন ফরম অফিস চলাকালীন নিম্ন বর্ণিত কার্যালয় ও শাখায় পাওয়া যাবে। উল্লেখ্য বিদ্যমান প্যানেলভুক্ত আইনজীবীদের দরখাস্ত করার প্রয়োজন নেই। — [989, 1696, 1512, 1796]
classified-column-1 — [48, 122, 205, 2326]
karma-table — [989, 1805, 1512, 1920]
du-req-item: ❖ A bachelor degree in any discipline. — [460, 1514, 622, 1526]
classified-item-text: গুলশান এভিনিউতে ৩০০০ বর্গফুট অফিস স্পেস ভাড়া দেওয়া হবে। — [212, 874, 366, 897]
classified-item-ref: ০১৭৫৪৫৫৫৫২২ — [142, 213, 199, 223]
classified-item — [211, 255, 367, 296]
classified-item — [211, 749, 367, 790]
classified-item — [380, 676, 597, 717]
